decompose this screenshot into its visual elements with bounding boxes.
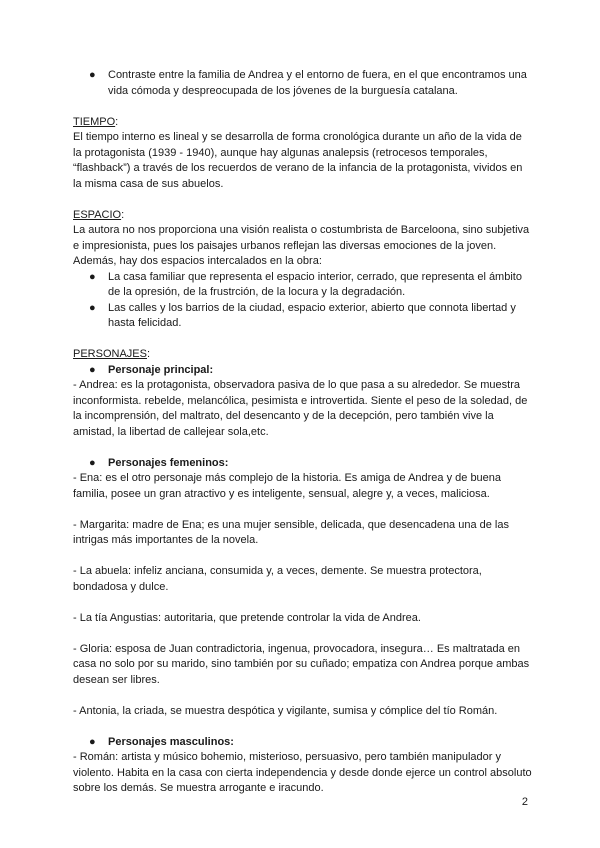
espacio-heading: ESPACIO: xyxy=(73,208,125,221)
espacio-heading-text: ESPACIO xyxy=(73,208,122,221)
espacio-list xyxy=(73,270,533,332)
intro-list xyxy=(73,68,533,99)
masculinos-heading-text: Personajes masculinos: xyxy=(108,735,234,748)
principal-heading xyxy=(73,363,533,379)
gloria-text: - Gloria: esposa de Juan contradictoria, ingenua, provocadora, insegura… Es maltratada en casa no solo por su marido, sino también por su cuñado; empatiza con Andrea porque ambas desean ser libres. xyxy=(73,642,530,686)
tiempo-heading: TIEMPO: xyxy=(73,115,119,128)
masculinos-heading xyxy=(73,735,533,751)
personajes-heading: PERSONAJES: xyxy=(73,348,151,360)
bullet-icon: ● xyxy=(89,456,96,469)
bullet-icon: ● xyxy=(89,735,96,748)
angustias-text: - La tía Angustias: autoritaria, que pretende controlar la vida de Andrea. xyxy=(73,611,421,624)
espacio-text: La autora no nos proporciona una visión realista o costumbrista de Barceloona, sino subjetiva e impresionista, pues los paisajes urbanos reflejan las diversas emociones de la joven. xyxy=(73,224,530,252)
femeninos-heading-text: Personajes femeninos: xyxy=(108,456,229,469)
femeninos-heading xyxy=(73,456,533,472)
tiempo-heading-text: TIEMPO xyxy=(73,115,116,128)
bullet-icon: ● xyxy=(89,301,96,314)
page-number: 2 xyxy=(521,796,528,808)
roman-text: - Román: artista y músico bohemio, misterioso, persuasivo, pero también manipulador y violento. Habita en la casa con cierta independencia y desde donde ejerce un control absoluto sobre los demás. Se muestra arrogante e iracundo. xyxy=(73,751,532,794)
espacio-bullet xyxy=(73,301,533,332)
andrea-text: - Andrea: es la protagonista, observadora pasiva de lo que pasa a su alrededor. Se muestra inconformista. rebelde, melancólica, pesimista e introvertida. Siente el peso de la soledad, de la incomprensión, del maltrato, del desencanto y de la decepción, pero también vive la amistad, la libertad de callejear sola,etc. xyxy=(73,379,528,438)
antonia-text: - Antonia, la criada, se muestra despótica y vigilante, sumisa y cómplice del tío Román. xyxy=(73,704,498,717)
abuela-text: - La abuela: infeliz anciana, consumida y, a veces, demente. Se muestra protectora, bondadosa y dulce. xyxy=(73,565,482,593)
espacio-bullet xyxy=(73,270,533,301)
tiempo-text: El tiempo interno es lineal y se desarrolla de forma cronológica durante un año de la vida de la protagonista (1939 - 1940), aunque hay algunas analepsis (retrocesos temporales, “flashback”) a través de los recuerdos de verano de la infancia de la protagonista, vividos en la misma casa de sus abuelos. xyxy=(73,131,523,190)
intro-bullet xyxy=(73,68,533,99)
espacio-bullet-text: Las calles y los barrios de la ciudad, espacio exterior, abierto que connota libertad y hasta felicidad. xyxy=(108,301,516,329)
principal-heading-text: Personaje principal: xyxy=(108,363,214,376)
document-page xyxy=(73,68,533,797)
bullet-icon: ● xyxy=(89,270,96,283)
bullet-icon: ● xyxy=(89,363,96,376)
ena-text: - Ena: es el otro personaje más complejo de la historia. Es amiga de Andrea y de buena familia, posee un gran atractivo y es inteligente, sensual, alegre y, a veces, maliciosa. xyxy=(73,472,502,500)
intro-bullet-text: Contraste entre la familia de Andrea y el entorno de fuera, en el que encontramos una vida cómoda y despreocupada de los jóvenes de la burguesía catalana. xyxy=(108,69,527,97)
bullet-icon: ● xyxy=(89,69,96,81)
espacio-text-2: Además, hay dos espacios intercalados en la obra: xyxy=(73,255,322,267)
personajes-heading-text: PERSONAJES xyxy=(73,348,147,360)
margarita-text: - Margarita: madre de Ena; es una mujer sensible, delicada, que desencadena una de las intrigas más importantes de la novela. xyxy=(73,518,509,546)
espacio-bullet-text: La casa familiar que representa el espacio interior, cerrado, que representa el ámbito de la opresión, de la frustrción, de la locura y la degradación. xyxy=(108,270,522,298)
